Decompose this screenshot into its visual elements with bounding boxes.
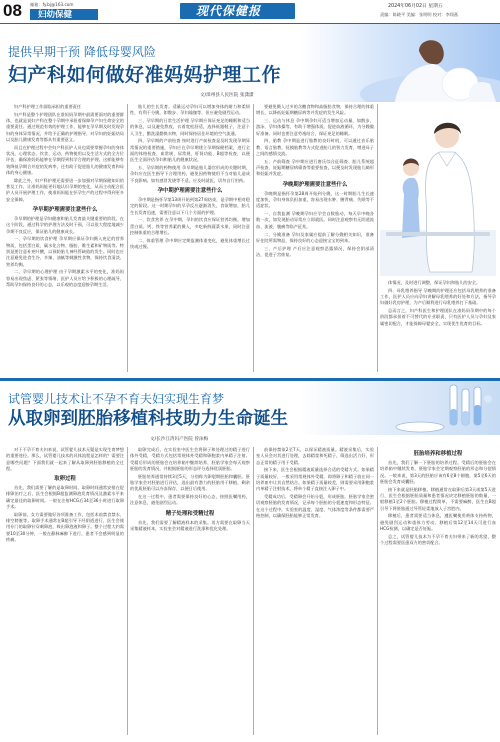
page-number: 08 — [3, 1, 22, 20]
brand-name: 现代保健报 — [196, 4, 262, 18]
ivf-illustration — [300, 381, 500, 435]
body-paragraph: 妇产科护理工作面临承担的重要责任 — [14, 104, 82, 109]
body-paragraph: 四、孕早期的产前检查 按时进行产前检查是及时发现孕期异常情况的重要措施，孕妇应在孕早期建立孕期保健档案，进行全面的体格检查、血常规、尿常规、肝肾功能、B超等检查，以便医生全面评估孕妇和胎儿的健康状况。 — [130, 138, 250, 163]
body-paragraph: 总之，试管婴儿技术为不孕不育夫妇带来了新的希望，整个过程需要医患双方的密切配合。 — [380, 533, 496, 546]
section-heading: 取卵过程 — [54, 476, 76, 483]
body-paragraph: 要避免摄入过多的含糖食物和高脂肪食物，保持合理的体重增长，以降低妊娠期糖尿病等并发症的发生风险。 — [256, 104, 374, 116]
body-paragraph: 前保持禁欲2至7天，以保证精液质量。精液采集后，实验室人员会对其进行处理，去除精浆和死精子，筛选出活力好、形态正常的精子用于受精。 — [256, 447, 374, 465]
pregnant-mother-illustration — [300, 24, 500, 102]
body-paragraph: 五、孕早期的药物使用 孕早期是胎儿器官形成的关键时期，孕妇应在医生指导下合理用药，避免因药物使用不当对胎儿造成不良影响。如有感冒发烧等不适，应及时就医，切勿自行用药。 — [130, 165, 250, 183]
body-paragraph: 妇产科是整个护理团队在准妈妈孕期中最需要面对的重要群体，也就是说妇产科在整个孕期中承担着保障孕产妇生命安全的重要责任。通过规范有效的护理工作，能够在孕早期及时发现孕妇的身体异常情况，并给予正确的护理指导，对孕妇的妊娠结局以及胎儿健康发育等都具有重要意义。 — [6, 111, 124, 142]
body-paragraph: 胎儿的生长发育。适量运动孕妇可以增加身体的耐力和柔韧性，有利于分娩，如散步、孕妇瑜伽等，但应避免剧烈运动。 — [130, 104, 250, 116]
masthead — [0, 0, 500, 24]
column-divider — [127, 447, 128, 735]
article-ivf — [0, 381, 500, 742]
body-paragraph: 三、孕早期的日常生活护理 孕早期应保证充足的睡眠和适当的休息，以及避免熬夜，衣着宽松舒适，选择低跟鞋子，注意个人卫生，勤洗澡勤换衣物，同时保持居住环境的空气流通。 — [130, 118, 250, 136]
article2-byline: 文/长沙江湾妇产医院 曾泳梅 — [150, 437, 209, 442]
body-paragraph: 在这一过程中，患者需要保持良好的心态，按照医嘱用药，注意休息，避免剧烈运动。 — [130, 494, 250, 506]
body-paragraph: 首先，我们需要了解的是取卵时间。取卵时间通常安排在促排卵治疗之后，医生会根据B超监测卵泡发育情况及激素水平来确定最佳的取卵时间。一般在注射HCG后34至36小时进行取卵手术。 — [6, 485, 124, 510]
body-paragraph: 受精成功后，受精卵会开始分裂，形成胚胎。胚胎学家会密切观察胚胎的发育情况，记录每个胚胎的分裂速度和形态特征。在这个过程中，实验室的温度、湿度、气体浓度等条件都需要严格控制，以确保胚胎能够正常发育。 — [256, 494, 374, 518]
body-paragraph: 一、孕早期的饮食护理 孕早期应保证孕妇摄入充足的营养物质，包括蛋白质、碳水化合物、脂肪、维生素和矿物质等。特别是要注意补充叶酸，以预防胎儿神经管缺陷的发生。同时也应注意避免进食生冷、辛辣、油腻等刺激性食物，保持饮食清淡、营养均衡。 — [6, 236, 124, 267]
issue-date: 2024年06月02日 星期五 — [388, 4, 443, 9]
body-paragraph: 三、运动与休息 孕中期孕妇可适当增加运动量，如散步、游泳、孕妇体操等，有助于增强体质，促进血液循环，为分娩做好准备。同时也要注意劳逸结合，保证充足的睡眠。 — [256, 118, 374, 136]
staff-credits: 责编：陈晓平 美编：张明明 校对：李翔燕 — [380, 12, 459, 17]
article2-column-2 — [130, 447, 250, 737]
body-paragraph: 除此之外，妇产科护理还需要进一步加强对孕期保健知识的普及工作，让准妈妈能更好地认识孕期的变化，从而主动配合医护人员开展护理工作，使准妈妈能在怀孕生产的过程中得到更多安全保障。 — [6, 177, 124, 202]
body-paragraph: 五、产前筛查 孕中期应进行唐氏综合征筛查、胎儿系统超声检查、妊娠期糖尿病筛查等重要检查，以便及时发现胎儿畸形和妊娠并发症。 — [256, 158, 374, 177]
body-paragraph: 接下来就是胚胎移植。移植通常在取卵后第3天或第5天进行，医生会根据胚胎质量和患者情况决定移植胚胎的数量，一般移植1至2个胚胎。移植过程简单，不需要麻醉，医生在B超引导下将胚胎通过导管轻柔地放入子宫腔内。 — [380, 486, 496, 511]
body-paragraph: 总而言之，妇产科医生和护理团队在准妈妈孕期中的每个阶段都承担着不可替代的专业职责，只有医护人员与孕妇及家属密切配合，才能保障母婴安全，实现优生优育的目标。 — [380, 308, 496, 326]
body-paragraph: 一、自我监测 孕晚期孕妇应学会自数胎动，每天早中晚各数一次，如发现胎动异常应立即就医。同时注意观察有无阴道流血、流液、腹痛等临产征兆。 — [256, 211, 374, 229]
body-paragraph: 而且在护理过程中会妇产科医护人员也需要掌握孕妇的身体状况、心理状态、饮食、运动、药物使用以及生活方式的全方位评估，确保准妈妈能够在孕期得到科学合理的护理。这样能够有效降低孕期合并症的发病率，还有助于促进胎儿的健康发育和母体的身心健康。 — [6, 144, 124, 175]
body-paragraph: 取卵完成后，在实验室中医生会将卵子和处理过的精子进行体外受精，受精方式包括常规体外受精和卵胞浆内单精子注射。受精后形成的胚胎会在培养箱中继续培养，胚胎学家会每天观察胚胎的发育情况，并根据胚胎的形态评分选择优质胚胎。 — [130, 447, 250, 471]
body-paragraph: 二、体重管理 孕中期应定期监测体重变化，避免体重增长过快或过慢。 — [130, 237, 250, 250]
body-paragraph: 对于不孕不育夫妇来说，试管婴儿技术无疑是实现生育梦想的重要途径。那么，试管婴儿技术的具体流程是怎样的？需要注意哪些问题？下面我们就一起来了解从取卵到胚胎移植的全过程。 — [6, 447, 124, 471]
article1-kicker: 提供早期干预 降低母婴风险 — [8, 45, 156, 59]
body-paragraph: 孕中期是指怀孕第13周开始到第27周结束，是孕期中相对稳定的阶段。这一时期孕妇的早孕反应逐渐消失，食欲增加，胎儿生长发育迅速，需要注意以下几个方面的护理。 — [130, 197, 250, 215]
doctor-consultation-illustration — [380, 104, 496, 276]
section-name: 妇幼保健 — [38, 10, 73, 20]
article1-byline: 文/漳州县人民医院 张潇潇 — [200, 93, 254, 98]
article2-column-3 — [256, 447, 374, 737]
column-divider — [127, 104, 128, 372]
article2-column-4 — [380, 447, 496, 737]
section-heading: 孕中期护理需要注意些什么 — [157, 188, 223, 195]
column-divider — [377, 104, 378, 372]
body-paragraph: 孕晚期是指怀孕第28周开始到分娩，这一时期胎儿生长速度加快，孕妇身体负担加重，容易出现水肿、腰背痛、失眠等不适症状。 — [256, 190, 374, 209]
body-paragraph: 体情况，及时进行调整，保证孕妇和胎儿的安全。 — [388, 280, 481, 285]
body-paragraph: 二、孕早期的心理护理 由于孕期激素水平的变化，准妈妈容易出现焦虑、紧张等情绪，医护人员应给予积极的心理疏导，帮助孕妇保持良好的心态，以乐观的态度迎接孕期生活。 — [6, 269, 124, 287]
article1-column-3 — [256, 104, 374, 374]
article1-column-1 — [6, 104, 124, 374]
email-line: 邮箱：fy.bj@163.com — [30, 2, 74, 7]
column-divider — [253, 104, 254, 372]
section-heading: 胚胎培养和移植过程 — [413, 451, 463, 457]
article2-column-1 — [6, 447, 124, 737]
article1-title: 妇产科如何做好准妈妈护理工作 — [8, 64, 282, 86]
section-heading: 孕晚期护理需要注意些什么 — [282, 181, 348, 188]
body-paragraph: 一、饮食营养 在孕中期，孕妇的饮食应保证营养均衡，增加蛋白质、钙、铁等营养素的摄入，多吃新鲜蔬菜水果，同时注意控制体重的合理增长。 — [130, 217, 250, 236]
body-paragraph: 胚胎培养通常持续3至5天，分别称为卵裂期胚胎和囊胚。胚胎学家会对胚胎进行评估，选出最有潜力的胚胎用于移植，剩余的优质胚胎可以冷冻保存，以便日后使用。 — [130, 473, 250, 492]
body-paragraph: 取卵前，女方需要做好各项准备工作，包括术前禁食禁水、排空膀胱等。取卵手术通常在B超引导下经阴道进行，医生会使用专门的取卵针穿刺卵泡，吸出卵泡液和卵子。整个过程大约需要10至30分钟，一般在静脉麻醉下进行，患者不会感到明显的疼痛。 — [6, 511, 124, 543]
article1-column-2 — [130, 104, 250, 374]
body-paragraph: 三、产后护理 产后应注意观察恶露情况，保持会阴部清洁，促进子宫恢复。 — [256, 245, 374, 257]
body-paragraph: 接下来，医生会根据精液质量选择合适的受精方式。如果精子质量较好，一般采用常规体外受精，即将卵子和精子放在同一培养皿中让其自然结合。如果精子质量较差，则需要采用卵胞浆内单精子注射技术，将单个精子直接注入卵子中。 — [256, 467, 374, 492]
column-divider — [253, 447, 254, 735]
article1-column-4 — [380, 280, 496, 374]
body-paragraph: 移植后，患者需要适当休息，遵医嘱使用黄体支持药物，避免剧烈运动和重体力劳动。移植后第12至14天可进行血HCG检测，以确定是否妊娠。 — [380, 513, 496, 531]
article2-kicker: 试管婴儿技术让不孕不育夫妇实现生育梦 — [8, 392, 225, 406]
section-heading: 精子处理和受精过程 — [165, 510, 215, 517]
body-paragraph: 首先，我们了解一下胚胎的培养过程。受精后的胚胎会在培养箱中继续发育，胚胎学家会定期观察胚胎的形态和分裂情况。一般来说，第3天的胚胎应该有6至8个细胞，第5至6天的胚胎会发育成囊胚。 — [380, 460, 496, 484]
body-paragraph: 首先，我们需要了解精液样本的采集。男方需要在取卵当天采集精液样本，实验室会对精液进行洗涤和优化处理。 — [130, 519, 250, 531]
body-paragraph: 四、胎教 孕中期是进行胎教的良好时机，可以通过音乐胎教、语言胎教、抚摸胎教等方式促进胎儿的智力发育，增进母子之间的感情交流。 — [256, 138, 374, 157]
column-divider — [377, 447, 378, 735]
section-heading: 孕早期护理需要注意些什么 — [32, 206, 98, 213]
body-paragraph: 四、母乳喂养指导 孕晚期的护理还应包括母乳喂养的准备工作，医护人员应向孕妇讲解母乳喂养的好处和方法，指导孕妇做好乳房护理，为产后顺利进行母乳喂养打下基础。 — [380, 287, 496, 306]
article-maternal-care — [0, 24, 500, 378]
body-paragraph: 孕早期的护理是孕妇健康和胎儿发育最关键重要的阶段。在这个阶段，通过科学的护理方法及时干预，可以很大程度地减少孕期不良反应，保证胎儿的健康成长。 — [6, 215, 124, 234]
body-paragraph: 二、分娩准备 孕妇及家属应提前了解分娩相关知识，准备好住院所需物品，保持良好的心态迎接宝宝的到来。 — [256, 231, 374, 243]
article2-title: 从取卵到胚胎移植科技助力生命诞生 — [8, 409, 288, 429]
